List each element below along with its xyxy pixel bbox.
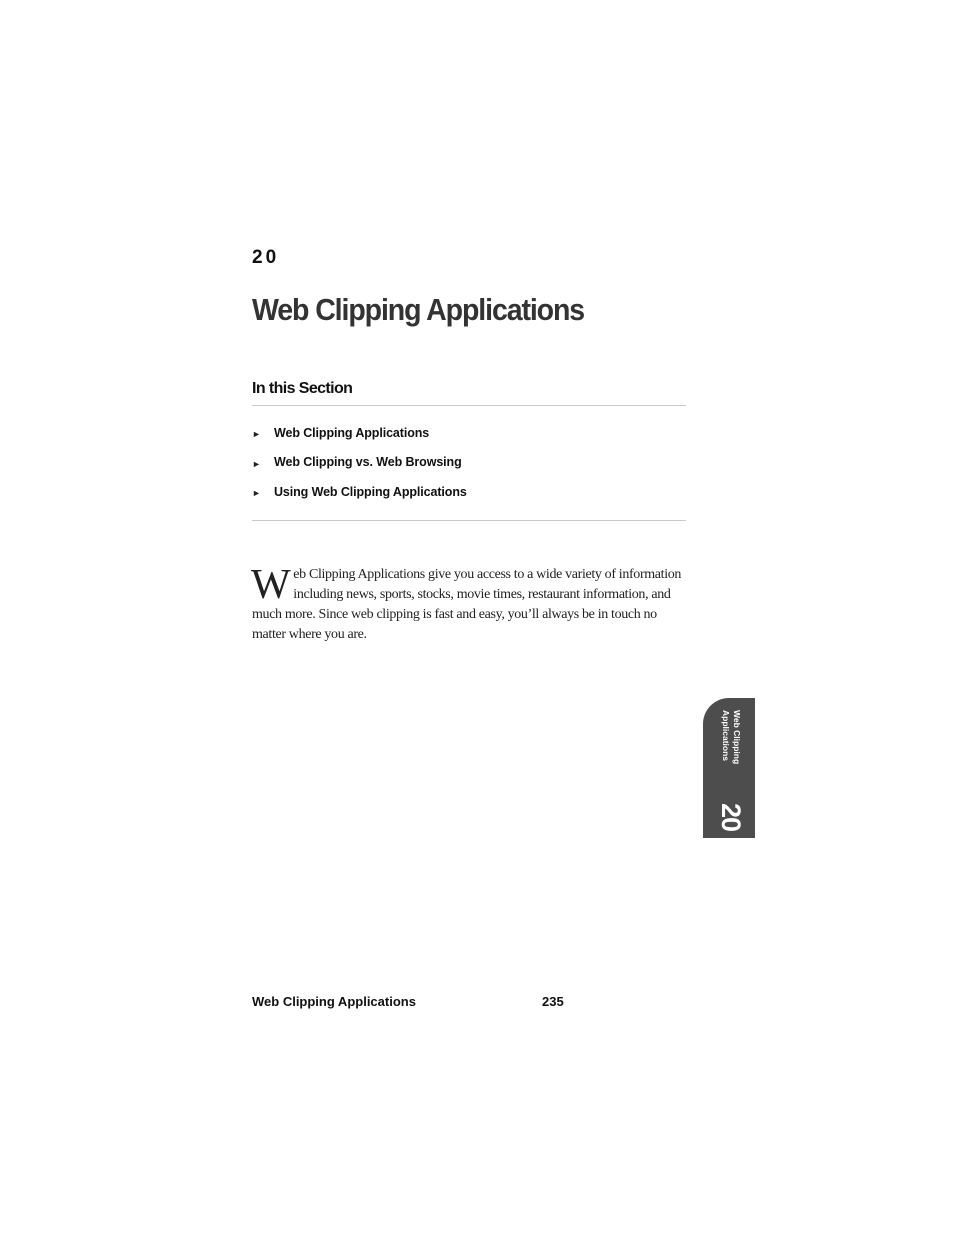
section-rule-top [252,405,686,406]
list-item[interactable] [252,418,467,448]
triangle-bullet-icon: ► [252,458,261,469]
chapter-title: Web Clipping Applications [252,292,585,327]
chapter-number: 20 [252,247,280,268]
side-tab-number: 20 [716,803,746,832]
section-rule-bottom [252,520,686,521]
triangle-bullet-icon: ► [252,488,261,499]
page-number: 235 [542,994,564,1009]
side-tab-label [720,710,742,764]
section-contents-list [252,418,467,507]
list-item[interactable] [252,477,467,507]
drop-cap: W [251,562,291,608]
chapter-side-tab [703,698,755,838]
triangle-bullet-icon: ► [252,429,261,440]
section-heading: In this Section [252,380,353,397]
side-tab-line-2: Applications [721,710,731,762]
intro-text: eb Clipping Applications give you access to a wide variety of information including news, sports, stocks, movie times, restaurant information, and much more. Since web clipping is fast and easy, you’ll always be in touch no matter where you are. [252,567,682,642]
list-item-label: Web Clipping Applications [274,425,430,440]
list-item-label: Web Clipping vs. Web Browsing [274,455,462,470]
list-item[interactable] [252,448,467,478]
intro-paragraph [251,562,686,645]
side-tab-line-1: Web Clipping [732,710,742,765]
footer-title: Web Clipping Applications [252,994,416,1009]
list-item-label: Using Web Clipping Applications [274,484,467,499]
